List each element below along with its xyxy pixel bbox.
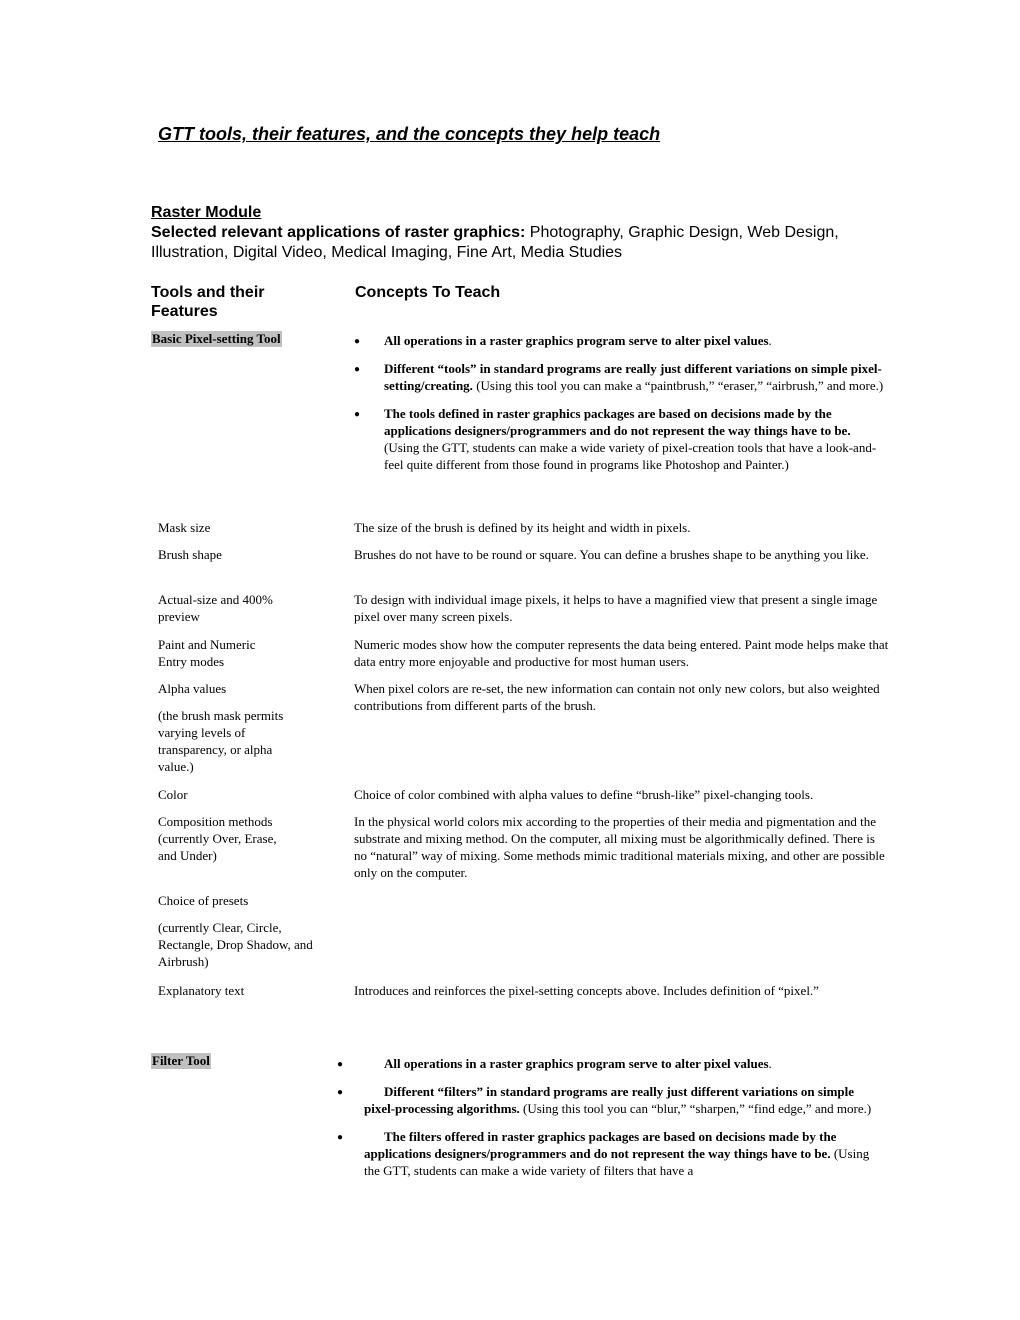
concepts-column-header: Concepts To Teach: [355, 284, 501, 301]
bullet-icon: ●: [354, 336, 361, 347]
pixel-tool-label: Basic Pixel-setting Tool: [152, 331, 281, 346]
list-item: ● Different “filters” in standard programs are really just different variations on simple pixel-processing algorithms. (Using this tool you can “blur,” “sharpen,” “find edge,” and more.): [337, 1084, 872, 1116]
module-heading: Raster Module: [151, 204, 262, 221]
feature-alpha-values: Alpha values: [158, 681, 227, 696]
list-item: ● All operations in a raster graphics program serve to alter pixel values.: [337, 1056, 772, 1071]
feature-mask-size: Mask size: [158, 520, 211, 535]
applications-list: Photography, Graphic Design, Web Design, Illustration, Digital Video, Medical Imaging, Fine Art, Media Studies: [151, 224, 839, 261]
concept-alpha-values: When pixel colors are re-set, the new information can contain not only new colors, but also weighted contributions from different parts of the brush.: [354, 681, 880, 713]
tools-column-header: Tools and their Features: [151, 284, 265, 320]
feature-presets: Choice of presets: [158, 893, 249, 908]
page-title: GTT tools, their features, and the concepts they help teach: [158, 124, 661, 144]
list-item: ● The tools defined in raster graphics packages are based on decisions made by the applications designers/programmers and do not represent the way things have to be. (Using the GTT, students can make a wide variety of pixel-creation tools that have a look-and-feel quite different from those found in programs like Photoshop and Painter.): [354, 406, 877, 472]
feature-preview: Actual-size and 400% preview: [158, 592, 273, 624]
bullet-icon: ●: [337, 1059, 344, 1070]
filter-tool-label: Filter Tool: [152, 1053, 210, 1068]
applications-label: Selected relevant applications of raster graphics:: [151, 224, 526, 241]
concept-explanatory-text: Introduces and reinforces the pixel-setting concepts above. Includes definition of “pixel.”: [354, 983, 819, 998]
concept-composition: In the physical world colors mix according to the properties of their media and pigmentation and the substrate and mixing method. On the computer, all mixing must be algorithmically defined. There is no “natural” way of mixing. Some methods mimic traditional materials mixing, and other are possible only on the computer.: [354, 814, 885, 880]
feature-entry-modes: Paint and Numeric Entry modes: [158, 637, 256, 669]
concept-color: Choice of color combined with alpha values to define “brush-like” pixel-changing tools.: [354, 787, 814, 802]
feature-composition: Composition methods (currently Over, Erase, and Under): [158, 814, 277, 863]
feature-presets-note: (currently Clear, Circle, Rectangle, Drop Shadow, and Airbrush): [158, 920, 313, 969]
bullet-icon: ●: [337, 1087, 344, 1098]
concept-entry-modes: Numeric modes show how the computer represents the data being entered. Paint mode helps make that data entry more enjoyable and productive for most human users.: [354, 637, 889, 669]
filter-tool-bullets: [335, 1055, 885, 1179]
bullet-icon: ●: [337, 1132, 344, 1143]
concept-preview: To design with individual image pixels, it helps to have a magnified view that present a single image pixel over many screen pixels.: [354, 592, 878, 624]
feature-alpha-note: (the brush mask permits varying levels of transparency, or alpha value.): [158, 708, 284, 774]
list-item: ● All operations in a raster graphics program serve to alter pixel values.: [354, 333, 772, 348]
list-item: ● The filters offered in raster graphics packages are based on decisions made by the applications designers/programmers and do not represent the way things have to be. (Using the GTT, students can make a wide variety of filters that have a: [337, 1129, 870, 1178]
pixel-tool-bullets: [354, 332, 889, 473]
concept-mask-size: The size of the brush is defined by its height and width in pixels.: [354, 520, 691, 535]
feature-brush-shape: Brush shape: [158, 547, 222, 562]
applications-paragraph: [151, 223, 891, 263]
feature-color: Color: [158, 787, 188, 802]
concept-brush-shape: Brushes do not have to be round or square. You can define a brushes shape to be anything you like.: [354, 547, 869, 562]
list-item: ● Different “tools” in standard programs are really just different variations on simple pixel-setting/creating. (Using this tool you can make a “paintbrush,” “eraser,” “airbrush,” and more.): [354, 361, 884, 393]
bullet-icon: ●: [354, 364, 361, 375]
bullet-icon: ●: [354, 409, 361, 420]
feature-explanatory-text: Explanatory text: [158, 983, 245, 998]
